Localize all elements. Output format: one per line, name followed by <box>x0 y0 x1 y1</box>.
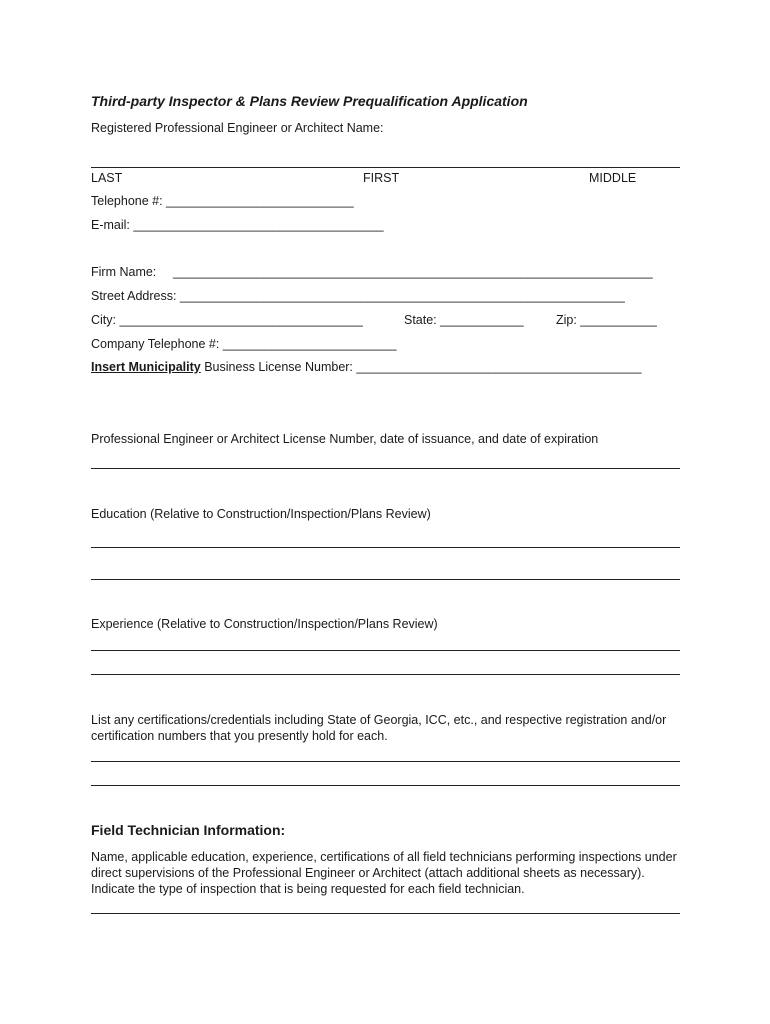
field-technician-description: Name, applicable education, experience, certifications of all field technicians performing inspections under direct supervisions of the Professional Engineer or Architect (attach additional sheets as necessary). Indicate the type of inspection that is being requested for each field technician. <box>91 850 677 896</box>
name-label: Registered Professional Engineer or Architect Name: <box>91 121 384 135</box>
certifications-input-line-1[interactable] <box>91 761 680 762</box>
city-field[interactable]: City: ___________________________________ <box>91 313 363 327</box>
insert-municipality-label: Insert Municipality <box>91 360 201 374</box>
last-name-caption: LAST <box>91 171 123 185</box>
business-license-label: Business License Number: _________________________________________ <box>200 360 642 374</box>
license-input-line[interactable] <box>91 468 680 469</box>
first-name-caption: FIRST <box>363 171 400 185</box>
zip-field[interactable]: Zip: ___________ <box>556 313 657 327</box>
education-input-line-1[interactable] <box>91 547 680 548</box>
email-field[interactable]: E-mail: ____________________________________ <box>91 218 384 232</box>
middle-name-caption: MIDDLE <box>589 171 637 185</box>
street-address-field[interactable]: Street Address: ________________________________________________________________ <box>91 289 625 303</box>
certifications-section-label: List any certifications/credentials including State of Georgia, ICC, etc., and respective registration and/or certification numbers that you presently hold for each. <box>91 713 667 743</box>
certifications-input-line-2[interactable] <box>91 785 680 786</box>
firm-name-field[interactable]: _____________________________________________________________________ <box>173 265 653 279</box>
firm-name-label: Firm Name: <box>91 265 157 279</box>
education-input-line-2[interactable] <box>91 579 680 580</box>
field-technician-heading: Field Technician Information: <box>91 822 286 838</box>
experience-section-label: Experience (Relative to Construction/Inspection/Plans Review) <box>91 617 438 631</box>
company-telephone-field[interactable]: Company Telephone #: _________________________ <box>91 337 397 351</box>
telephone-field[interactable]: Telephone #: ___________________________ <box>91 194 354 208</box>
education-section-label: Education (Relative to Construction/Inspection/Plans Review) <box>91 507 431 521</box>
business-license-field[interactable] <box>91 360 641 375</box>
name-input-line[interactable] <box>91 167 680 168</box>
state-field[interactable]: State: ____________ <box>404 313 524 327</box>
experience-input-line-2[interactable] <box>91 674 680 675</box>
page-title: Third-party Inspector & Plans Review Prequalification Application <box>91 93 528 109</box>
field-technician-input-line[interactable] <box>91 913 680 914</box>
experience-input-line-1[interactable] <box>91 650 680 651</box>
license-section-label: Professional Engineer or Architect License Number, date of issuance, and date of expiration <box>91 432 599 446</box>
